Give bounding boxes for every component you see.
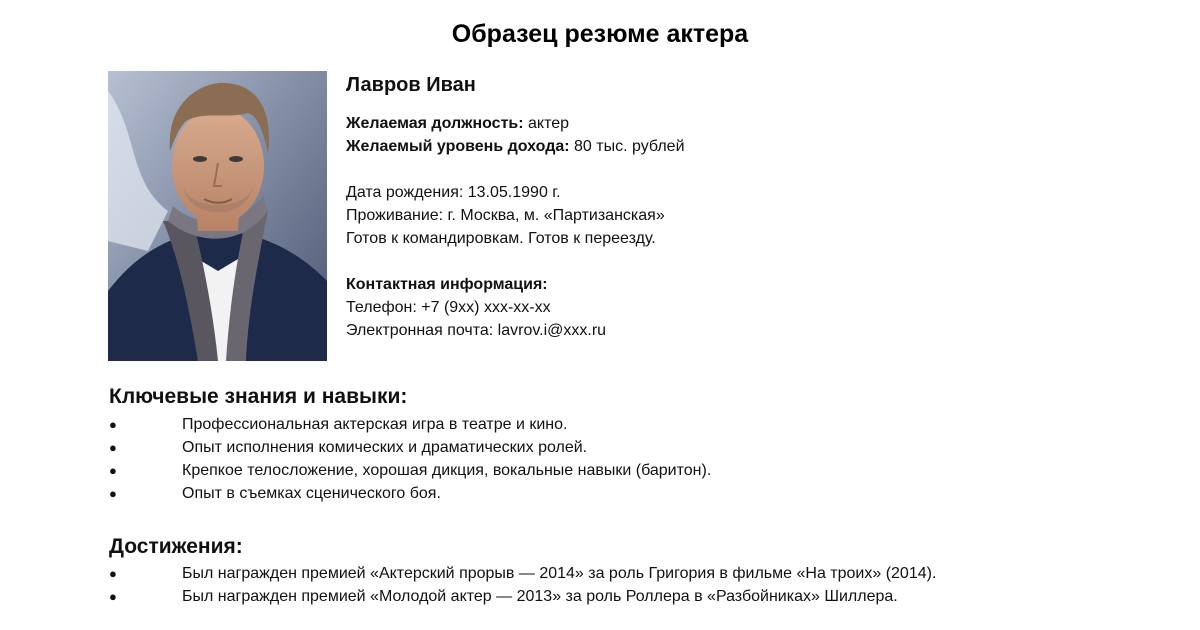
contacts-heading: Контактная информация: bbox=[346, 276, 548, 293]
desired-income bbox=[346, 135, 1146, 158]
bullet-icon: ● bbox=[109, 417, 117, 432]
skills-list bbox=[109, 413, 1109, 505]
contact-phone: Телефон: +7 (9хх) ххх-хх-хх bbox=[346, 299, 551, 316]
desired-income-value: 80 тыс. рублей bbox=[574, 138, 685, 155]
list-item: ● Был награжден премией «Молодой актер — 2013» за роль Роллера в «Разбойниках» Шиллера. bbox=[109, 585, 1109, 608]
skills-heading: Ключевые знания и навыки: bbox=[109, 385, 408, 408]
desired-position-value: актер bbox=[528, 115, 570, 132]
page-title: Образец резюме актера bbox=[451, 20, 749, 48]
achievements-heading: Достижения: bbox=[109, 535, 243, 558]
desired-position bbox=[346, 112, 1146, 135]
list-item: ● Был награжден премией «Актерский прорыв — 2014» за роль Григория в фильме «На троих» (2014). bbox=[109, 562, 1109, 585]
travel-readiness: Готов к командировкам. Готов к переезду. bbox=[346, 230, 656, 247]
candidate-name: Лавров Иван bbox=[346, 74, 476, 96]
list-item: ● Профессиональная актерская игра в театре и кино. bbox=[109, 413, 1109, 436]
desired-income-label: Желаемый уровень дохода: bbox=[346, 138, 570, 155]
bullet-icon: ● bbox=[109, 589, 117, 604]
list-item: ● Крепкое телосложение, хорошая дикция, вокальные навыки (баритон). bbox=[109, 459, 1109, 482]
list-item: ● Опыт в съемках сценического боя. bbox=[109, 482, 1109, 505]
desired-position-label: Желаемая должность: bbox=[346, 115, 524, 132]
personal-info bbox=[346, 72, 1146, 342]
achievements-list bbox=[109, 562, 1109, 608]
bullet-icon: ● bbox=[109, 566, 117, 581]
bullet-icon: ● bbox=[109, 463, 117, 478]
birth-date: Дата рождения: 13.05.1990 г. bbox=[346, 184, 561, 201]
profile-photo bbox=[108, 71, 327, 361]
residence: Проживание: г. Москва, м. «Партизанская» bbox=[346, 207, 665, 224]
list-item: ● Опыт исполнения комических и драматических ролей. bbox=[109, 436, 1109, 459]
bullet-icon: ● bbox=[109, 486, 117, 501]
bullet-icon: ● bbox=[109, 440, 117, 455]
contact-email: Электронная почта: lavrov.i@xxx.ru bbox=[346, 322, 607, 339]
